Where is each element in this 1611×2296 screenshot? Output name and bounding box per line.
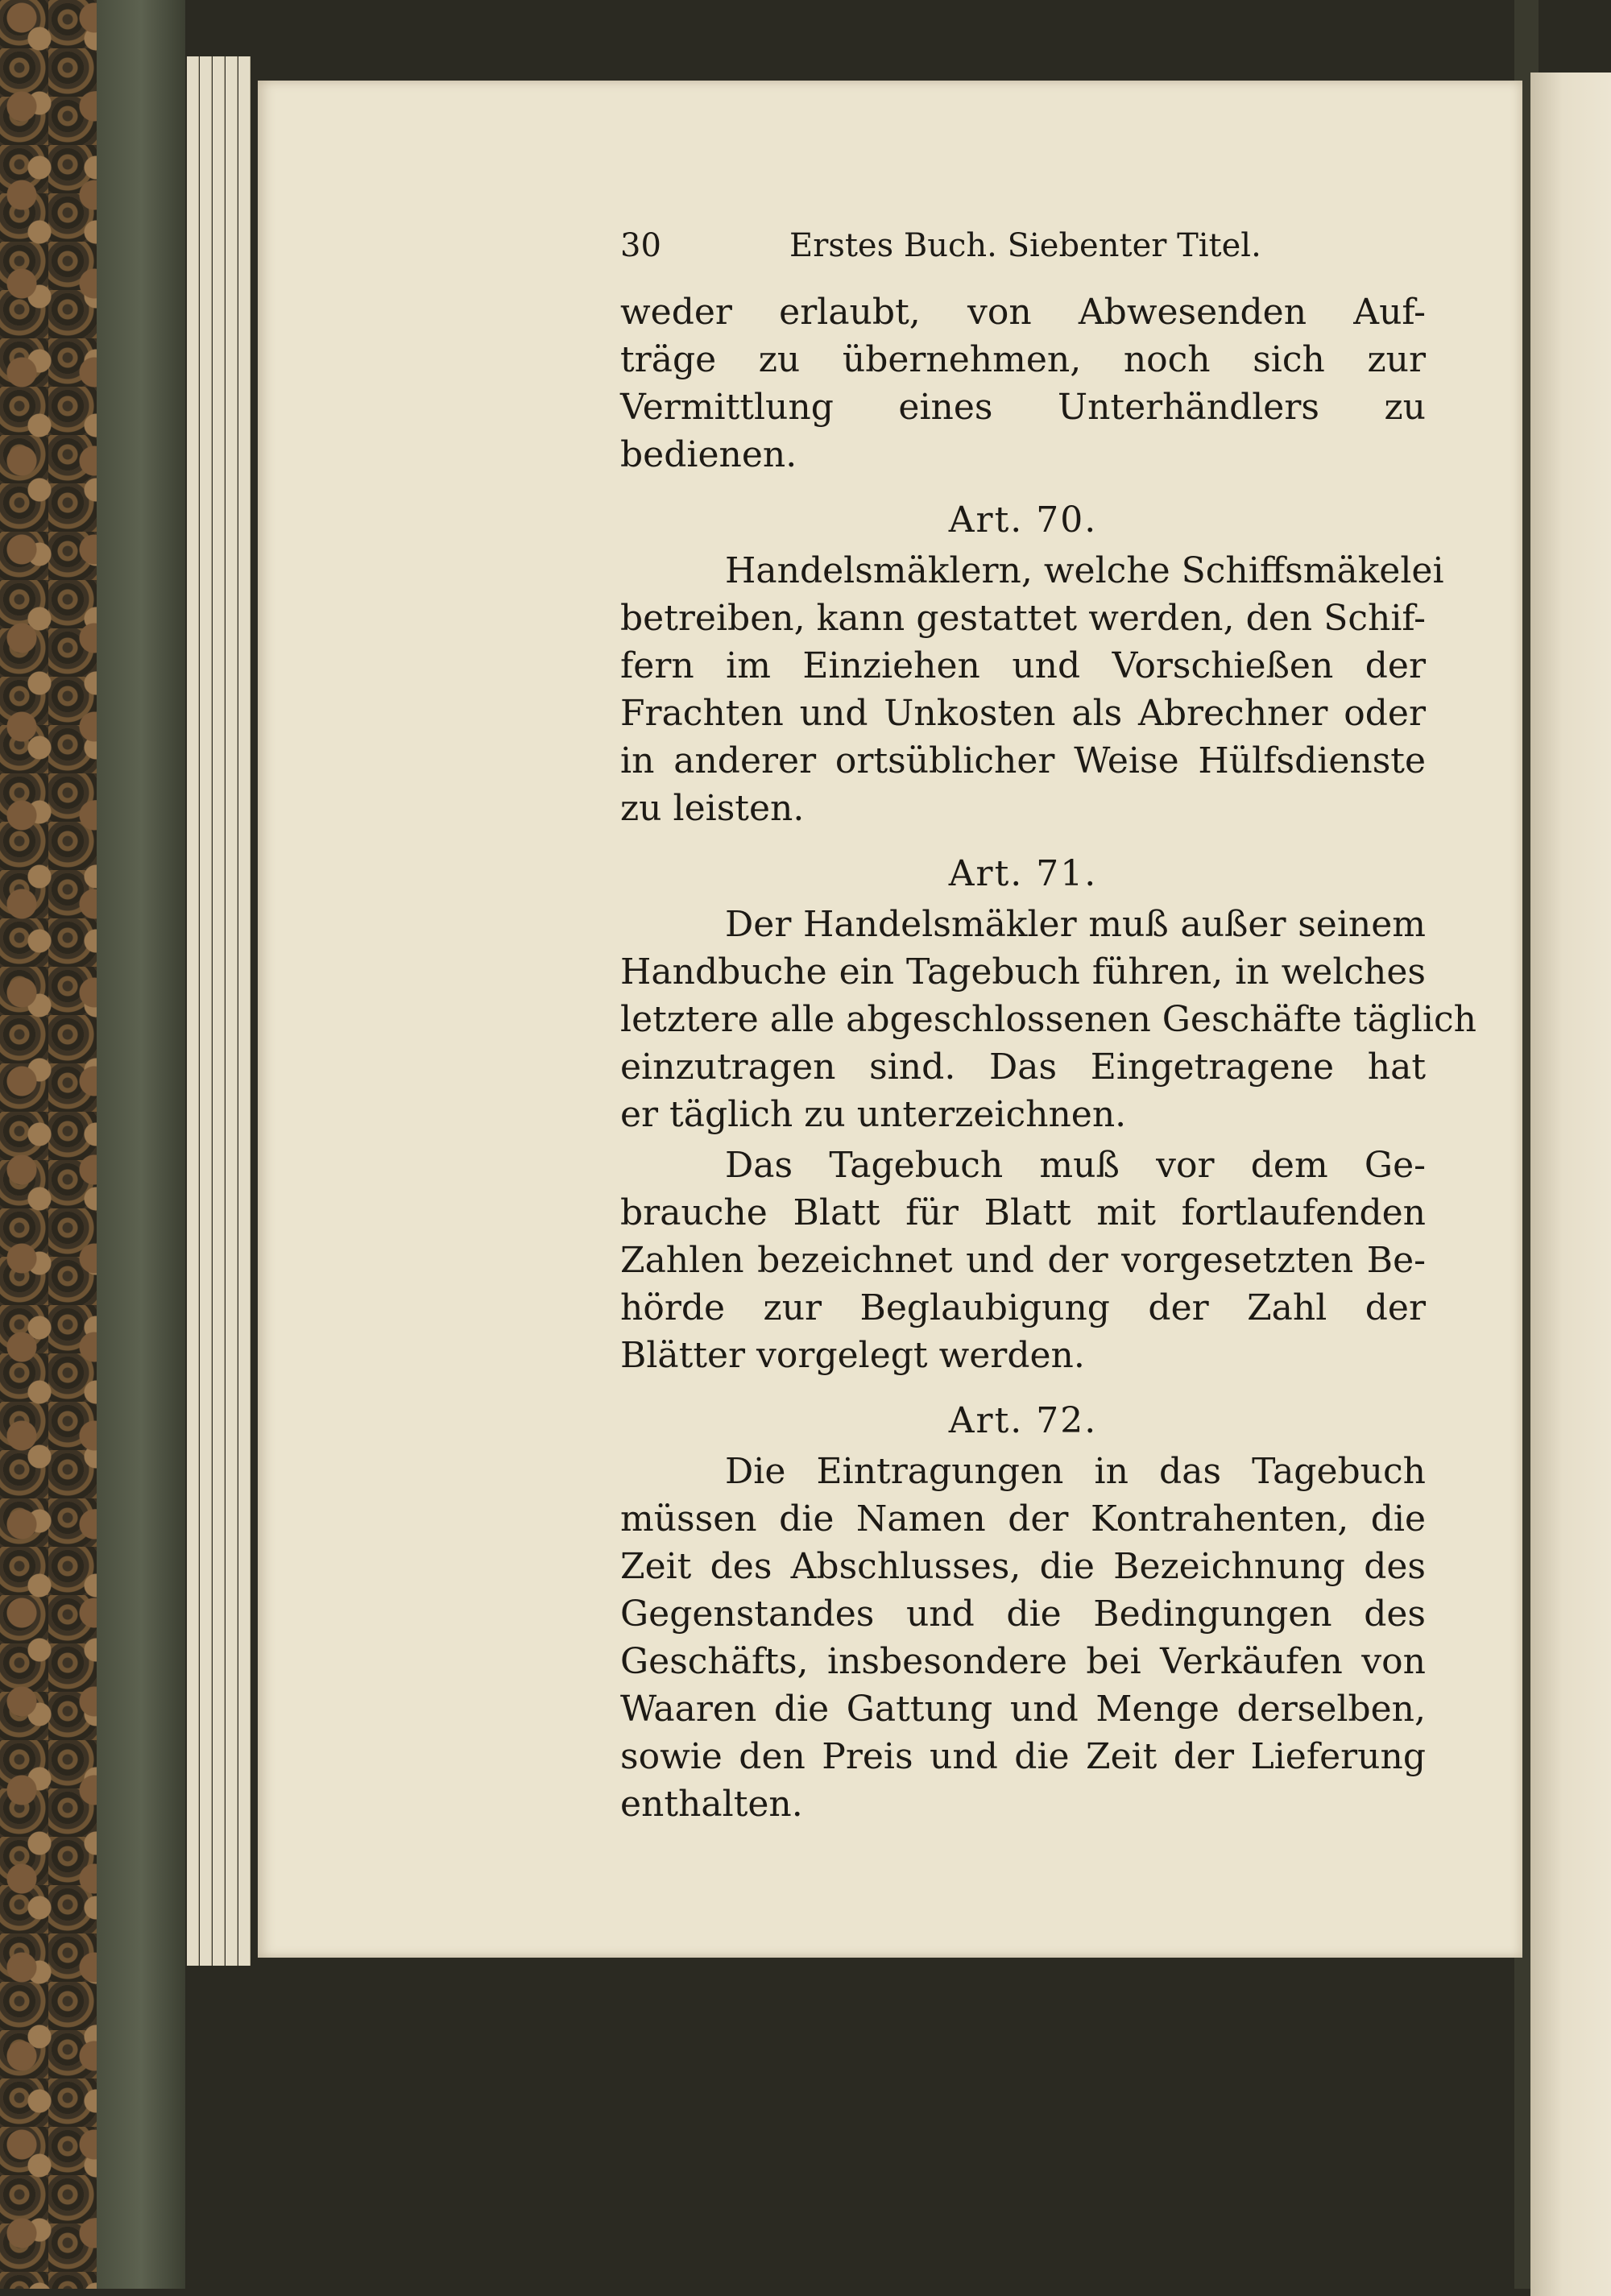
text-line: Frachten und Unkosten als Abrechner oder (620, 693, 1426, 734)
article-paragraph (379, 1448, 1442, 1828)
page-content (379, 218, 1476, 1828)
facing-page (1530, 73, 1611, 2296)
paragraph-continued (379, 288, 1442, 479)
text-line: einzutragen sind. Das Eingetragene hat (620, 1046, 1426, 1088)
running-header (379, 218, 1442, 274)
text-line: bedienen. (620, 434, 797, 475)
text-line: zu leisten. (620, 788, 805, 829)
page-number: 30 (620, 227, 661, 264)
article-heading: Art. 70. (948, 499, 1098, 541)
text-line: fern im Einziehen und Vorschießen der (620, 645, 1426, 686)
text-line: betreiben, kann gestattet werden, den Schif- (620, 598, 1426, 639)
text-line: Das Tagebuch muß vor dem Ge- (725, 1145, 1426, 1186)
text-line: enthalten. (620, 1784, 803, 1825)
text-line: Gegenstandes und die Bedingungen des (620, 1594, 1426, 1635)
text-line: er täglich zu unterzeichnen. (620, 1094, 1127, 1135)
text-line: hörde zur Beglaubigung der Zahl der (620, 1287, 1426, 1328)
text-line: in anderer ortsüblicher Weise Hülfsdienste (620, 740, 1426, 781)
text-line: brauche Blatt für Blatt mit fortlaufenden (620, 1192, 1426, 1233)
text-line: Zahlen bezeichnet und der vorgesetzten Be- (620, 1240, 1426, 1281)
page-edge (238, 56, 251, 1966)
text-line: letztere alle abgeschlossenen Geschäfte täglich (620, 999, 1476, 1040)
text-line: Der Handelsmäkler muß außer seinem (725, 904, 1426, 945)
running-title: Erstes Buch. Siebenter Titel. (789, 227, 1261, 264)
page-edge (213, 56, 225, 1966)
text-line: träge zu übernehmen, noch sich zur (620, 339, 1426, 380)
text-line: Handbuche ein Tagebuch führen, in welches (620, 951, 1426, 993)
page-edge (200, 56, 212, 1966)
article-heading: Art. 71. (948, 853, 1098, 894)
text-line: Waaren die Gattung und Menge derselben, (620, 1689, 1426, 1730)
article-paragraph (379, 901, 1476, 1138)
article-paragraph (379, 547, 1442, 832)
text-line: Handelsmäklern, welche Schiffsmäkelei (725, 550, 1444, 591)
text-line: Die Eintragungen in das Tagebuch (725, 1451, 1426, 1492)
article-paragraph (379, 1142, 1442, 1379)
text-line: Geschäfts, insbesondere bei Verkäufen von (620, 1641, 1426, 1682)
article-heading: Art. 72. (948, 1400, 1098, 1441)
page-edge (187, 56, 199, 1966)
text-line: sowie den Preis und die Zeit der Lieferung (620, 1736, 1426, 1777)
text-line: Zeit des Abschlusses, die Bezeichnung des (620, 1546, 1426, 1587)
text-line: Vermittlung eines Unterhändlers zu (620, 387, 1426, 428)
text-line: Blätter vorgelegt werden. (620, 1335, 1085, 1376)
text-line: weder erlaubt, von Abwesenden Auf- (620, 292, 1426, 333)
cover-spine (97, 0, 185, 2289)
page-edge (226, 56, 238, 1966)
text-line: müssen die Namen der Kontrahenten, die (620, 1498, 1426, 1540)
